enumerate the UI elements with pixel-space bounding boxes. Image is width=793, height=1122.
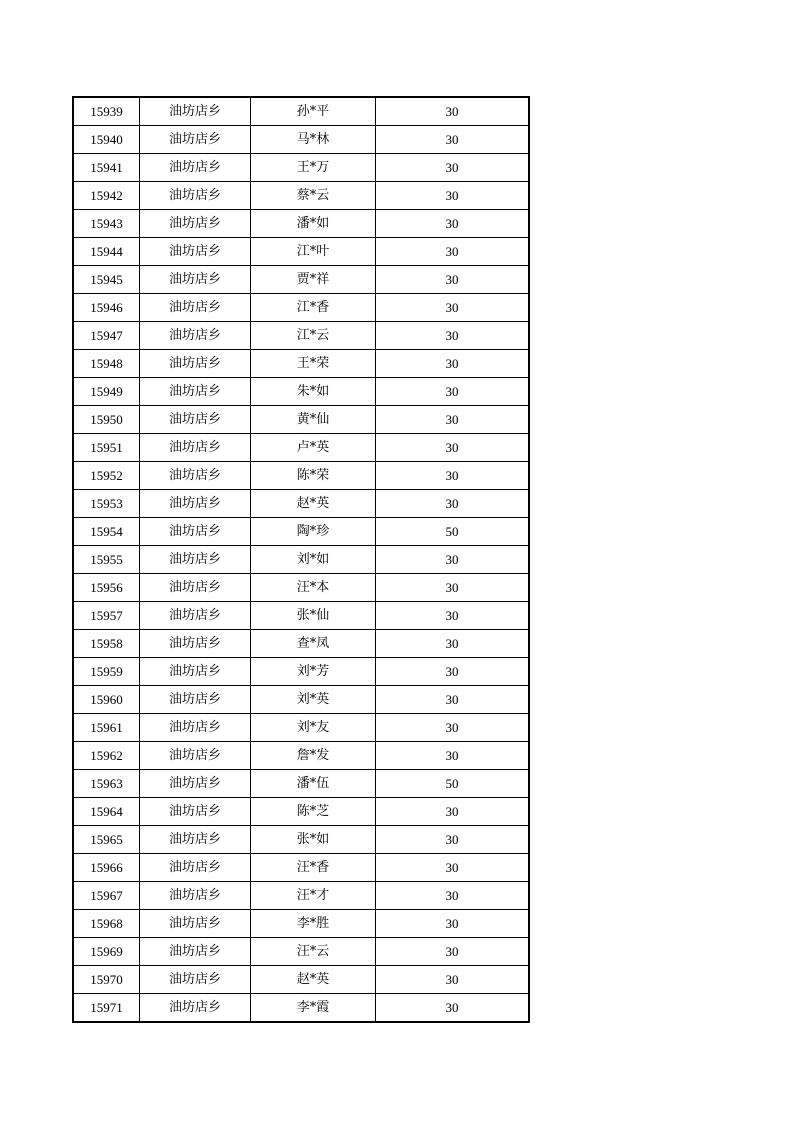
table-row xyxy=(73,602,529,630)
cell-id: 15949 xyxy=(73,378,140,406)
cell-town: 油坊店乡 xyxy=(140,154,251,182)
cell-name: 刘*友 xyxy=(251,714,376,742)
cell-id: 15970 xyxy=(73,966,140,994)
cell-amount: 30 xyxy=(376,462,530,490)
cell-id: 15955 xyxy=(73,546,140,574)
table-body xyxy=(73,97,529,1022)
cell-amount: 30 xyxy=(376,182,530,210)
cell-name: 江*叶 xyxy=(251,238,376,266)
cell-id: 15950 xyxy=(73,406,140,434)
table-row xyxy=(73,798,529,826)
cell-town: 油坊店乡 xyxy=(140,266,251,294)
cell-id: 15961 xyxy=(73,714,140,742)
cell-id: 15942 xyxy=(73,182,140,210)
cell-name: 陈*芝 xyxy=(251,798,376,826)
cell-name: 蔡*云 xyxy=(251,182,376,210)
cell-town: 油坊店乡 xyxy=(140,938,251,966)
cell-name: 赵*英 xyxy=(251,490,376,518)
cell-town: 油坊店乡 xyxy=(140,546,251,574)
cell-town: 油坊店乡 xyxy=(140,126,251,154)
cell-id: 15966 xyxy=(73,854,140,882)
table-row xyxy=(73,882,529,910)
cell-amount: 30 xyxy=(376,966,530,994)
cell-amount: 30 xyxy=(376,882,530,910)
table-row xyxy=(73,210,529,238)
table-row xyxy=(73,154,529,182)
cell-id: 15952 xyxy=(73,462,140,490)
cell-town: 油坊店乡 xyxy=(140,434,251,462)
cell-name: 刘*英 xyxy=(251,686,376,714)
cell-amount: 30 xyxy=(376,546,530,574)
cell-name: 潘*如 xyxy=(251,210,376,238)
cell-town: 油坊店乡 xyxy=(140,210,251,238)
cell-name: 江*云 xyxy=(251,322,376,350)
cell-name: 汪*才 xyxy=(251,882,376,910)
cell-name: 赵*英 xyxy=(251,966,376,994)
cell-id: 15960 xyxy=(73,686,140,714)
cell-id: 15958 xyxy=(73,630,140,658)
cell-name: 陶*珍 xyxy=(251,518,376,546)
cell-town: 油坊店乡 xyxy=(140,994,251,1023)
table-row xyxy=(73,546,529,574)
cell-town: 油坊店乡 xyxy=(140,630,251,658)
cell-id: 15948 xyxy=(73,350,140,378)
cell-amount: 30 xyxy=(376,938,530,966)
cell-name: 汪*香 xyxy=(251,854,376,882)
cell-amount: 30 xyxy=(376,210,530,238)
cell-name: 卢*英 xyxy=(251,434,376,462)
cell-id: 15959 xyxy=(73,658,140,686)
cell-name: 刘*如 xyxy=(251,546,376,574)
cell-amount: 30 xyxy=(376,602,530,630)
table-row xyxy=(73,294,529,322)
cell-id: 15941 xyxy=(73,154,140,182)
table-row xyxy=(73,658,529,686)
cell-amount: 30 xyxy=(376,490,530,518)
table-row xyxy=(73,490,529,518)
cell-town: 油坊店乡 xyxy=(140,406,251,434)
cell-amount: 30 xyxy=(376,97,530,126)
cell-amount: 30 xyxy=(376,434,530,462)
cell-name: 潘*伍 xyxy=(251,770,376,798)
table-row xyxy=(73,434,529,462)
cell-name: 江*香 xyxy=(251,294,376,322)
cell-id: 15939 xyxy=(73,97,140,126)
cell-amount: 30 xyxy=(376,350,530,378)
cell-name: 孙*平 xyxy=(251,97,376,126)
table-row xyxy=(73,630,529,658)
cell-id: 15943 xyxy=(73,210,140,238)
cell-amount: 30 xyxy=(376,798,530,826)
cell-town: 油坊店乡 xyxy=(140,350,251,378)
cell-town: 油坊店乡 xyxy=(140,882,251,910)
cell-id: 15956 xyxy=(73,574,140,602)
cell-name: 李*胜 xyxy=(251,910,376,938)
cell-name: 马*林 xyxy=(251,126,376,154)
cell-amount: 30 xyxy=(376,294,530,322)
cell-name: 张*如 xyxy=(251,826,376,854)
cell-id: 15954 xyxy=(73,518,140,546)
cell-amount: 30 xyxy=(376,826,530,854)
table-row xyxy=(73,574,529,602)
cell-id: 15967 xyxy=(73,882,140,910)
cell-town: 油坊店乡 xyxy=(140,518,251,546)
table-row xyxy=(73,322,529,350)
cell-name: 黄*仙 xyxy=(251,406,376,434)
cell-id: 15945 xyxy=(73,266,140,294)
cell-id: 15957 xyxy=(73,602,140,630)
table-row xyxy=(73,350,529,378)
cell-name: 李*霞 xyxy=(251,994,376,1023)
cell-town: 油坊店乡 xyxy=(140,966,251,994)
cell-id: 15971 xyxy=(73,994,140,1023)
cell-town: 油坊店乡 xyxy=(140,322,251,350)
cell-town: 油坊店乡 xyxy=(140,854,251,882)
cell-town: 油坊店乡 xyxy=(140,462,251,490)
cell-town: 油坊店乡 xyxy=(140,490,251,518)
cell-amount: 30 xyxy=(376,154,530,182)
cell-id: 15965 xyxy=(73,826,140,854)
cell-amount: 30 xyxy=(376,238,530,266)
cell-name: 张*仙 xyxy=(251,602,376,630)
cell-town: 油坊店乡 xyxy=(140,770,251,798)
table-row xyxy=(73,854,529,882)
cell-amount: 30 xyxy=(376,994,530,1023)
cell-amount: 30 xyxy=(376,630,530,658)
cell-name: 汪*云 xyxy=(251,938,376,966)
cell-name: 陈*荣 xyxy=(251,462,376,490)
cell-amount: 30 xyxy=(376,686,530,714)
data-table xyxy=(72,96,530,1023)
cell-amount: 30 xyxy=(376,322,530,350)
cell-town: 油坊店乡 xyxy=(140,97,251,126)
table-row xyxy=(73,938,529,966)
table-row xyxy=(73,826,529,854)
table-row xyxy=(73,378,529,406)
cell-amount: 30 xyxy=(376,714,530,742)
cell-name: 汪*本 xyxy=(251,574,376,602)
cell-amount: 30 xyxy=(376,854,530,882)
cell-town: 油坊店乡 xyxy=(140,910,251,938)
cell-town: 油坊店乡 xyxy=(140,602,251,630)
cell-town: 油坊店乡 xyxy=(140,826,251,854)
cell-amount: 30 xyxy=(376,742,530,770)
table-row xyxy=(73,266,529,294)
cell-town: 油坊店乡 xyxy=(140,658,251,686)
cell-id: 15951 xyxy=(73,434,140,462)
table-row xyxy=(73,994,529,1023)
cell-id: 15962 xyxy=(73,742,140,770)
cell-town: 油坊店乡 xyxy=(140,238,251,266)
table-row xyxy=(73,97,529,126)
cell-amount: 30 xyxy=(376,910,530,938)
table-row xyxy=(73,966,529,994)
cell-town: 油坊店乡 xyxy=(140,742,251,770)
cell-name: 朱*如 xyxy=(251,378,376,406)
cell-amount: 50 xyxy=(376,770,530,798)
cell-town: 油坊店乡 xyxy=(140,798,251,826)
cell-id: 15968 xyxy=(73,910,140,938)
cell-town: 油坊店乡 xyxy=(140,686,251,714)
cell-id: 15940 xyxy=(73,126,140,154)
cell-town: 油坊店乡 xyxy=(140,574,251,602)
cell-id: 15964 xyxy=(73,798,140,826)
cell-id: 15969 xyxy=(73,938,140,966)
table-row xyxy=(73,714,529,742)
table-row xyxy=(73,518,529,546)
cell-name: 王*荣 xyxy=(251,350,376,378)
table-row xyxy=(73,910,529,938)
table-row xyxy=(73,686,529,714)
cell-name: 詹*发 xyxy=(251,742,376,770)
cell-name: 查*凤 xyxy=(251,630,376,658)
table-row xyxy=(73,770,529,798)
cell-name: 王*万 xyxy=(251,154,376,182)
cell-name: 刘*芳 xyxy=(251,658,376,686)
cell-id: 15963 xyxy=(73,770,140,798)
table-row xyxy=(73,238,529,266)
table-row xyxy=(73,742,529,770)
cell-id: 15944 xyxy=(73,238,140,266)
cell-amount: 30 xyxy=(376,126,530,154)
cell-town: 油坊店乡 xyxy=(140,714,251,742)
cell-id: 15953 xyxy=(73,490,140,518)
cell-town: 油坊店乡 xyxy=(140,182,251,210)
cell-town: 油坊店乡 xyxy=(140,294,251,322)
cell-amount: 30 xyxy=(376,658,530,686)
cell-id: 15947 xyxy=(73,322,140,350)
cell-amount: 30 xyxy=(376,266,530,294)
cell-amount: 30 xyxy=(376,378,530,406)
cell-amount: 50 xyxy=(376,518,530,546)
table-row xyxy=(73,126,529,154)
table-row xyxy=(73,406,529,434)
cell-town: 油坊店乡 xyxy=(140,378,251,406)
cell-name: 贾*祥 xyxy=(251,266,376,294)
cell-amount: 30 xyxy=(376,574,530,602)
cell-id: 15946 xyxy=(73,294,140,322)
table-row xyxy=(73,462,529,490)
table-row xyxy=(73,182,529,210)
cell-amount: 30 xyxy=(376,406,530,434)
